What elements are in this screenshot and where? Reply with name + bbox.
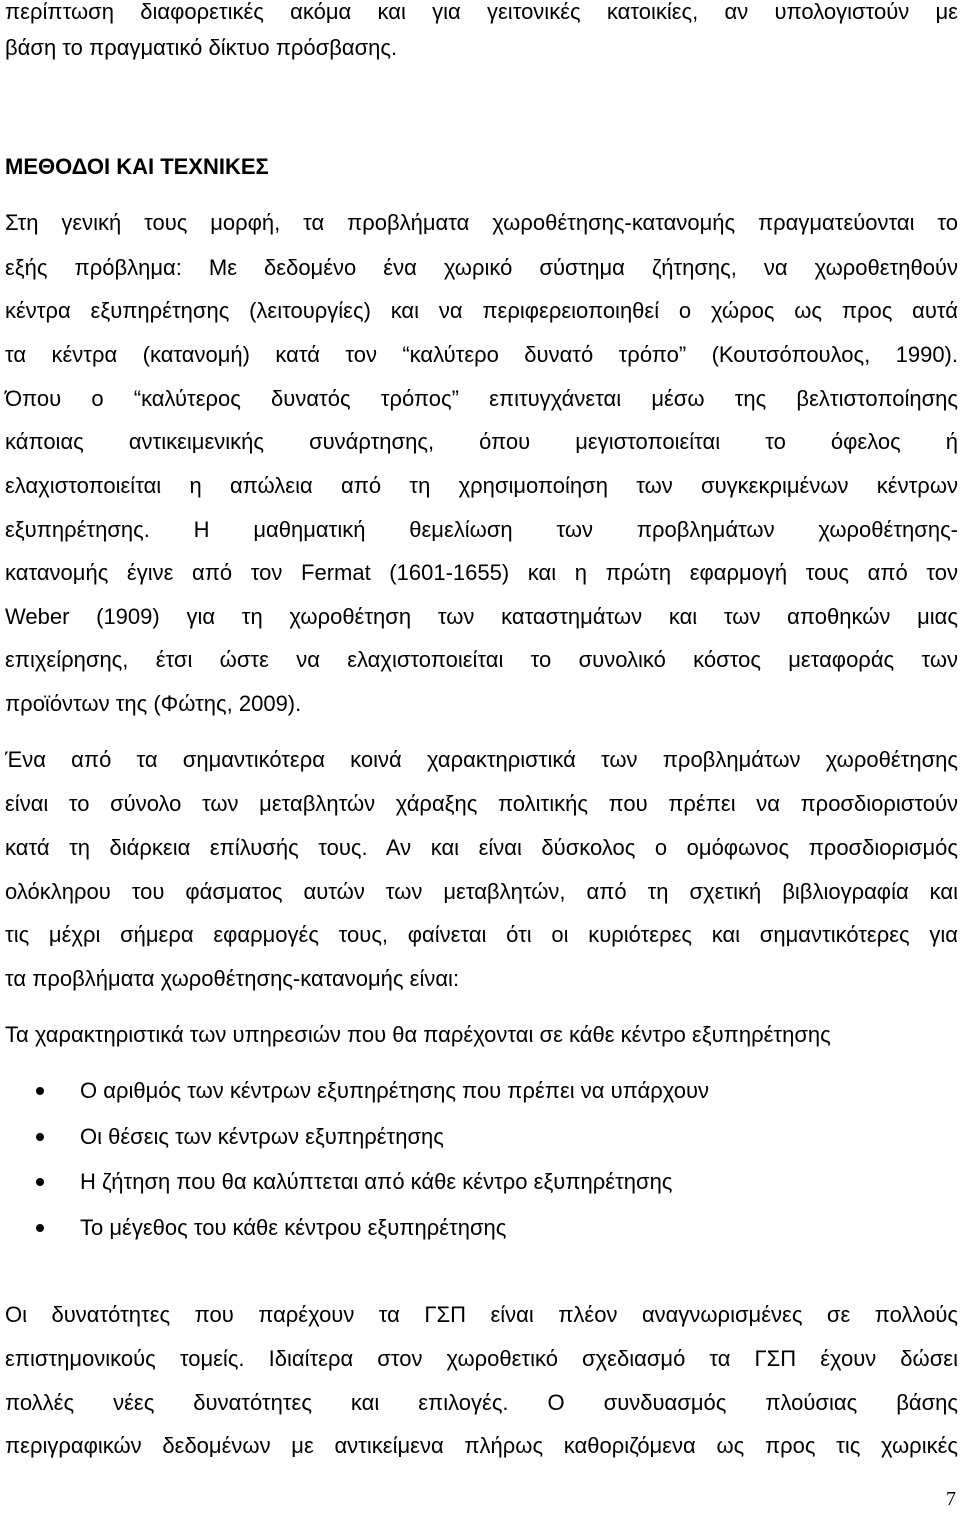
- text-line: εξής πρόβλημα: Με δεδομένο ένα χωρικό σύστημα ζήτησης, να χωροθετηθούν: [5, 255, 958, 280]
- text-line: ελαχιστοποιείται η απώλεια από τη χρησιμοποίηση των συγκεκριμένων κέντρων: [5, 473, 958, 498]
- list-item: Οι θέσεις των κέντρων εξυπηρέτησης: [80, 1124, 444, 1149]
- text-line: τα προβλήματα χωροθέτησης-κατανομής είναι:: [5, 966, 460, 991]
- text-line: Weber (1909) για τη χωροθέτηση των καταστημάτων και των αποθηκών μιας: [5, 604, 958, 629]
- text-line: εξυπηρέτησης. Η μαθηματική θεμελίωση των προβλημάτων χωροθέτησης-: [5, 517, 958, 542]
- text-line: τα κέντρα (κατανομή) κατά τον “καλύτερο δυνατό τρόπο” (Κουτσόπουλος, 1990).: [5, 342, 958, 367]
- list-item: Ο αριθμός των κέντρων εξυπηρέτησης που πρέπει να υπάρχουν: [80, 1078, 709, 1103]
- text-line: επιστημονικούς τομείς. Ιδιαίτερα στον χωροθετικό σχεδιασμό τα ΓΣΠ έχουν δώσει: [5, 1346, 958, 1371]
- text-line: Όπου ο “καλύτερος δυνατός τρόπος” επιτυγχάνεται μέσω της βελτιστοποίησης: [5, 386, 958, 411]
- text-line: πολλές νέες δυνατότητες και επιλογές. Ο συνδυασμός πλούσιας βάσης: [5, 1390, 958, 1415]
- text-line: κατανομής έγινε από τον Fermat (1601-1655) και η πρώτη εφαρμογή τους από τον: [5, 560, 958, 585]
- text-line: Στη γενική τους μορφή, τα προβλήματα χωροθέτησης-κατανομής πραγματεύονται το: [5, 210, 958, 235]
- text-line: είναι το σύνολο των μεταβλητών χάραξης πολιτικής που πρέπει να προσδιοριστούν: [5, 791, 958, 816]
- page-number: 7: [946, 1488, 956, 1510]
- text-line: προϊόντων της (Φώτης, 2009).: [5, 691, 302, 716]
- text-line: ολόκληρου του φάσματος αυτών των μεταβλητών, από τη σχετική βιβλιογραφία και: [5, 879, 958, 904]
- list-item: Η ζήτηση που θα καλύπτεται από κάθε κέντρο εξυπηρέτησης: [80, 1169, 673, 1194]
- text-line: βάση το πραγματικό δίκτυο πρόσβασης.: [5, 35, 398, 60]
- bullet-icon: [36, 1087, 44, 1095]
- text-line: τις μέχρι σήμερα εφαρμογές τους, φαίνεται ότι οι κυριότερες και σημαντικότερες για: [5, 922, 958, 947]
- text-line: κατά τη διάρκεια επίλυσής τους. Αν και είναι δύσκολος ο ομόφωνος προσδιορισμός: [5, 835, 958, 860]
- text-line: κάποιας αντικειμενικής συνάρτησης, όπου μεγιστοποιείται το όφελος ή: [5, 429, 958, 454]
- bullet-icon: [36, 1178, 44, 1186]
- section-heading: ΜΕΘΟΔΟΙ ΚΑΙ ΤΕΧΝΙΚΕΣ: [5, 154, 269, 179]
- text-line: Οι δυνατότητες που παρέχουν τα ΓΣΠ είναι πλέον αναγνωρισμένες σε πολλούς: [5, 1302, 958, 1327]
- text-line: περιγραφικών δεδομένων με αντικείμενα πλήρως καθοριζόμενα ως προς τις χωρικές: [5, 1433, 958, 1458]
- bullet-icon: [36, 1224, 44, 1232]
- list-item: Το μέγεθος του κάθε κέντρου εξυπηρέτησης: [80, 1215, 507, 1240]
- list-intro: Τα χαρακτηριστικά των υπηρεσιών που θα παρέχονται σε κάθε κέντρο εξυπηρέτησης: [5, 1022, 831, 1047]
- text-line: κέντρα εξυπηρέτησης (λειτουργίες) και να περιφερειοποιηθεί ο χώρος ως προς αυτά: [5, 298, 958, 323]
- text-line: περίπτωση διαφορετικές ακόμα και για γειτονικές κατοικίες, αν υπολογιστούν με: [5, 0, 958, 24]
- bullet-icon: [36, 1133, 44, 1141]
- text-line: επιχείρησης, έτσι ώστε να ελαχιστοποιείται το συνολικό κόστος μεταφοράς των: [5, 647, 958, 672]
- text-line: Ένα από τα σημαντικότερα κοινά χαρακτηριστικά των προβλημάτων χωροθέτησης: [5, 747, 958, 772]
